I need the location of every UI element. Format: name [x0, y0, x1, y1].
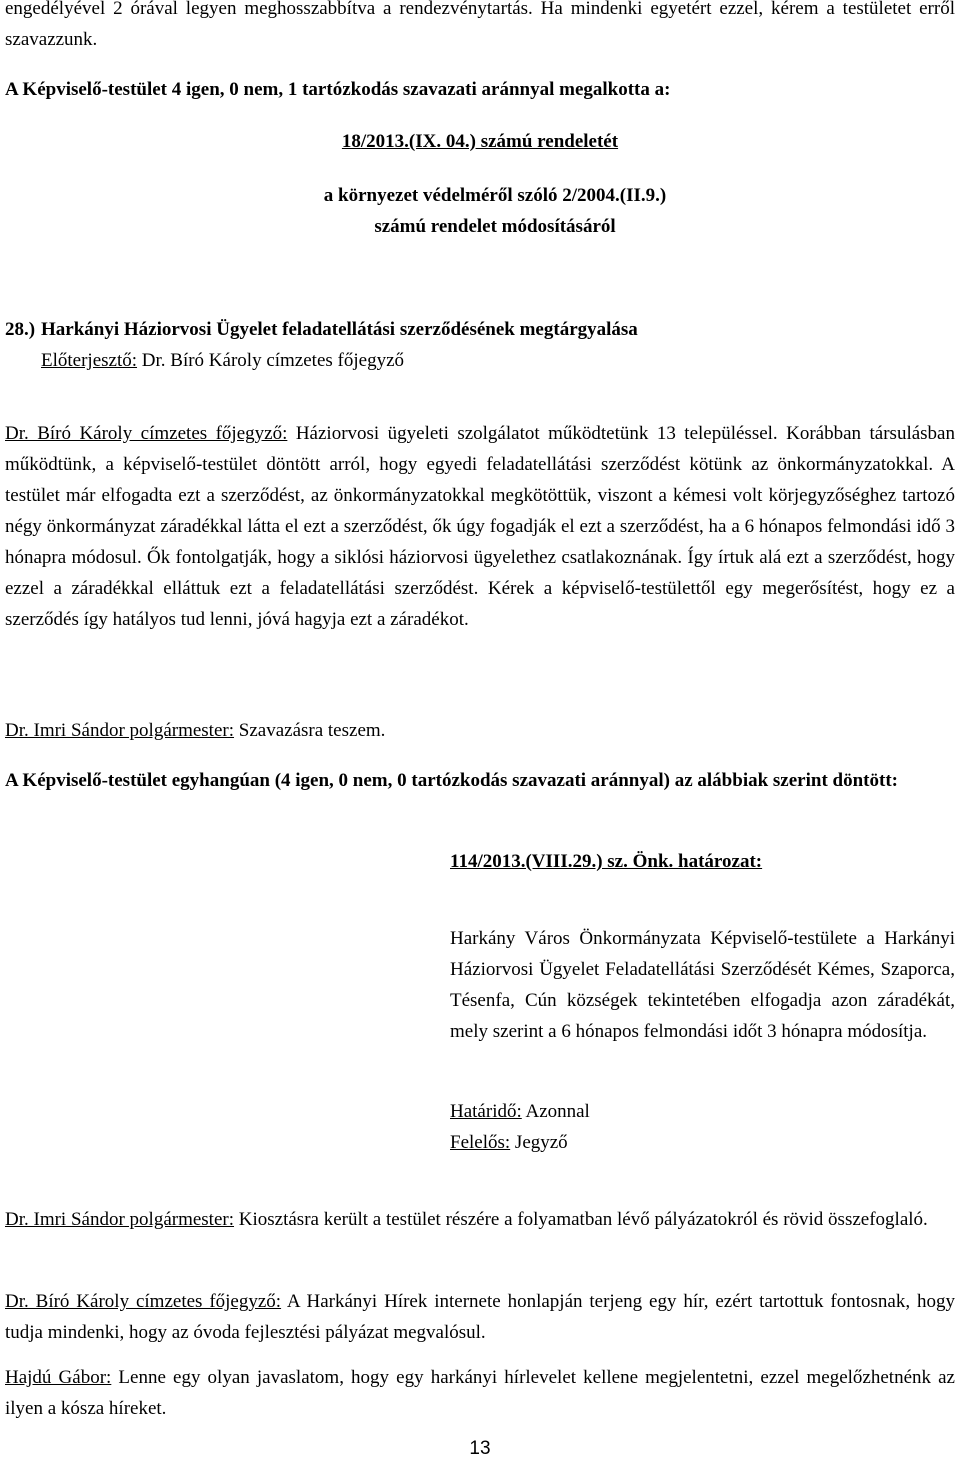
speech-biro-1	[5, 418, 955, 635]
speech-text: Lenne egy olyan javaslatom, hogy egy harkányi hírlevelet kellene megjelentetni, ezzel megelőzhetnénk az ilyen a kósza híreket.	[5, 1367, 955, 1419]
agenda-item-presenter	[5, 345, 955, 376]
agenda-item-title: Harkányi Háziorvosi Ügyelet feladatellátási szerződésének megtárgyalása	[41, 319, 638, 340]
ordinance-number	[5, 126, 955, 157]
agenda-item-heading	[5, 314, 955, 345]
speech-hajdu	[5, 1362, 955, 1424]
responsible-line	[450, 1127, 955, 1158]
speech-text: Háziorvosi ügyeleti szolgálatot működtetünk 13 településsel. Korábban társulásban működtünk, a képviselő-testület döntött arról, hogy egyedi feladatellátási szerződést kötünk az önkormányzatokkal. A testület már elfogadta ezt a szerződést, az önkormányzatokkal megkötöttük, viszont a kémesi volt körjegyzőséghez tartozó négy önkormányzat záradékkal látta el ezt a szerződést, ők úgy fogadják el ezt a szerződést, ha a 6 hónapos felmondási idő 3 hónapra módosul. Ők fontolgatják, hogy a siklósi háziorvosi ügyelethez csatlakoznának. Így írtuk alá ezt a szerződést, hogy ezzel a záradékkal elláttuk ezt a feladatellátási szerződést. Kérek a képviselő-testülettől egy megerősítést, hogy ez a szerződés így hatályos tud lenni, jóvá hagyja ezt a záradékot.	[5, 423, 955, 630]
deadline-value: Azonnal	[521, 1101, 590, 1122]
document-page	[5, 0, 955, 1460]
speaker-label: Dr. Bíró Károly címzetes főjegyző:	[5, 1291, 282, 1312]
decision-number-text: 114/2013.(VIII.29.) sz. Önk. határozat:	[450, 851, 763, 872]
presenter-label: Előterjesztő:	[41, 350, 138, 371]
agenda-item	[5, 314, 955, 376]
deadline-label: Határidő:	[450, 1101, 522, 1122]
agenda-item-number: 28.)	[5, 319, 36, 340]
speech-text: A Harkányi Hírek internete honlapján terjeng egy hír, ezért tartottuk fontosnak, hogy tudja mindenki, hogy az óvoda fejlesztési pályázat megvalósul.	[5, 1291, 955, 1343]
speaker-label: Hajdú Gábor:	[5, 1367, 112, 1388]
speech-text: Kiosztásra került a testület részére a folyamatban lévő pályázatokról és rövid összefoglaló.	[234, 1209, 928, 1230]
decision-text: Harkány Város Önkormányzata Képviselő-testülete a Harkányi Háziorvosi Ügyelet Feladatellátási Szerződését Kémes, Szaporca, Tésenfa, Cún községek tekintetében elfogadja azon záradékát, mely szerint a 6 hónapos felmondási időt 3 hónapra módosítja.	[450, 928, 955, 1042]
speech-text: Szavazásra teszem.	[234, 720, 386, 741]
responsible-value: Jegyző	[510, 1132, 568, 1153]
speech-imri-2	[5, 1204, 955, 1235]
vote-result-2: A Képviselő-testület egyhangúan (4 igen, 0 nem, 0 tartózkodás szavazati aránnyal) az alábbiak szerint döntött:	[5, 770, 898, 791]
speaker-label: Dr. Imri Sándor polgármester:	[5, 1209, 235, 1230]
deadline-line	[450, 1096, 955, 1127]
speaker-label: Dr. Bíró Károly címzetes főjegyző:	[5, 423, 288, 444]
ordinance-title: a környezet védelméről szóló 2/2004.(II.9.) számú rendelet módosításáról	[323, 185, 667, 237]
page-number: 13	[469, 1438, 491, 1459]
decision-number	[450, 846, 955, 877]
vote-result-1: A Képviselő-testület 4 igen, 0 nem, 1 tartózkodás szavazati aránnyal megalkotta a:	[5, 79, 671, 100]
speaker-label: Dr. Imri Sándor polgármester:	[5, 720, 235, 741]
presenter-name: Dr. Bíró Károly címzetes főjegyző	[137, 350, 405, 371]
responsible-label: Felelős:	[450, 1132, 511, 1153]
speech-biro-2	[5, 1286, 955, 1348]
speech-imri-1	[5, 715, 955, 746]
decision-meta	[450, 1096, 955, 1158]
ordinance-number-text: 18/2013.(IX. 04.) számú rendeletét	[341, 131, 619, 152]
paragraph-continuation: engedélyével 2 órával legyen meghosszabbítva a rendezvénytartás. Ha mindenki egyetért ezzel, kérem a testületet erről szavazzunk.	[5, 0, 955, 50]
